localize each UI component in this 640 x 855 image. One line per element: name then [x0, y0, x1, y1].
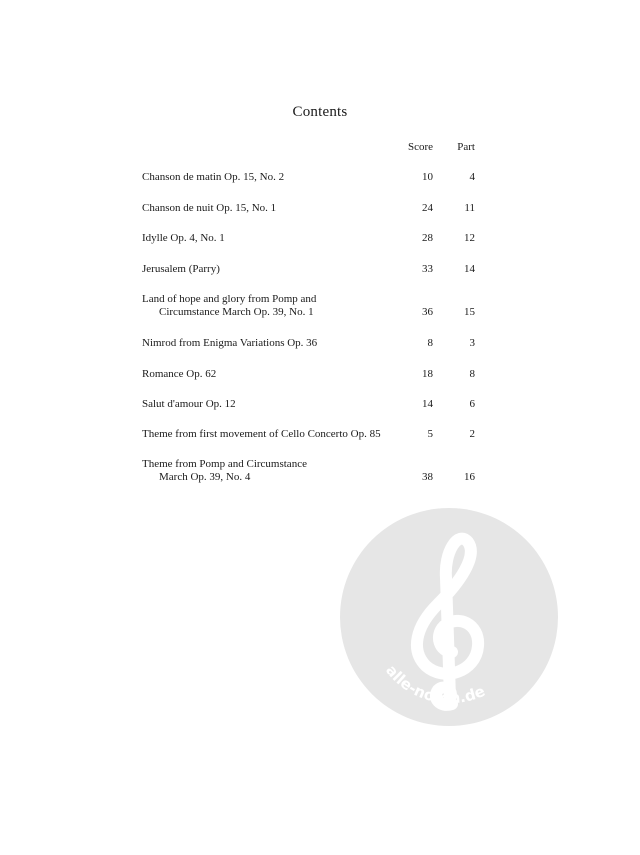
- toc-score-page: 24: [422, 202, 433, 214]
- toc-entry-title: Idylle Op. 4, No. 1: [142, 232, 225, 244]
- toc-score-page: 28: [422, 232, 433, 244]
- toc-part-page: 2: [469, 428, 475, 440]
- toc-part-page: 15: [464, 306, 475, 318]
- toc-entry-title-continued: March Op. 39, No. 4: [159, 471, 251, 483]
- toc-part-page: 14: [464, 263, 475, 275]
- page-title: Contents: [292, 104, 348, 120]
- toc-score-page: 38: [422, 471, 433, 483]
- toc-part-page: 16: [464, 471, 475, 483]
- toc-score-page: 33: [422, 263, 433, 275]
- toc-entry-title: Land of hope and glory from Pomp and: [142, 293, 317, 305]
- toc-entry-title: Nimrod from Enigma Variations Op. 36: [142, 337, 318, 349]
- score-column-header: Score: [407, 141, 433, 153]
- toc-entry-title-continued: Circumstance March Op. 39, No. 1: [159, 306, 314, 318]
- toc-part-page: 8: [469, 368, 475, 380]
- toc-entry-title: Jerusalem (Parry): [142, 263, 220, 275]
- toc-score-page: 10: [422, 171, 433, 183]
- toc-score-page: 5: [427, 428, 433, 440]
- toc-entry-title: Theme from Pomp and Circumstance: [142, 458, 307, 470]
- toc-part-page: 11: [464, 202, 475, 214]
- toc-part-page: 4: [469, 171, 475, 183]
- toc-entry-title: Romance Op. 62: [142, 368, 217, 380]
- toc-part-page: 12: [464, 232, 475, 244]
- watermark-treble-clef-icon: [340, 508, 558, 726]
- part-column-header: Part: [457, 141, 475, 153]
- toc-score-page: 18: [422, 368, 433, 380]
- watermark-text: alle-noten.de: [382, 661, 488, 708]
- toc-score-page: 8: [427, 337, 433, 349]
- toc-entry-title: Salut d'amour Op. 12: [142, 398, 236, 410]
- toc-part-page: 6: [469, 398, 475, 410]
- toc-score-page: 14: [422, 398, 433, 410]
- toc-score-page: 36: [422, 306, 433, 318]
- toc-entry-title: Chanson de nuit Op. 15, No. 1: [142, 202, 277, 214]
- toc-part-page: 3: [469, 337, 475, 349]
- toc-entry-title: Theme from first movement of Cello Concerto Op. 85: [142, 428, 381, 440]
- toc-entry-title: Chanson de matin Op. 15, No. 2: [142, 171, 285, 183]
